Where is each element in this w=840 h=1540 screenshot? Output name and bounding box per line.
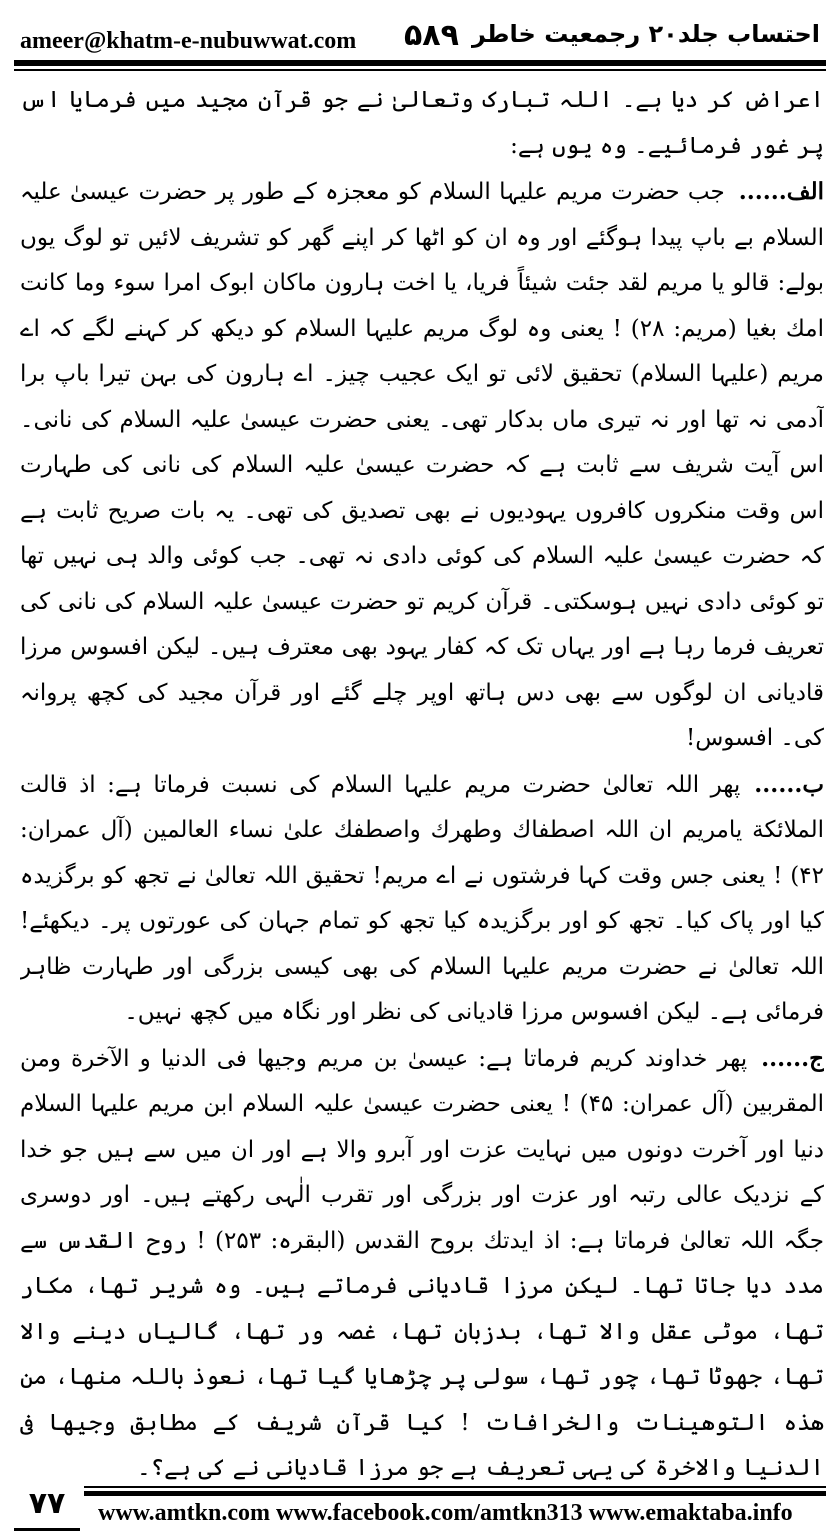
paragraph-alif <box>20 169 824 762</box>
paragraph-text: پھر اللہ تعالیٰ حضرت مریم علیہا السلام کی نسبت فرماتا ہے: اذ قالت الملائکة یامریم ان اللہ اصطفاك وطهرك واصطفك علیٰ نساء العالمین (آل عمران: ۴۲) ! یعنی جس وقت کہا فرشتوں نے اے مریم! تحقیق اللہ تعالیٰ نے تجھ کو برگزیدہ کیا اور پاک کیا۔ تجھ کو اور برگزیدہ کیا تجھ کو تمام جہان کی عورتوں پر۔ دیکھئے! اللہ تعالیٰ نے حضرت مریم علیہا السلام کی بھی کیسی بزرگی اور طہارت ظاہر فرمائی ہے۔ لیکن افسوس مرزا قادیانی کی نظر اور نگاہ میں کچھ نہیں۔ <box>20 771 824 1025</box>
footer-links: www.amtkn.com www.facebook.com/amtkn313 www.emaktaba.info <box>98 1500 793 1526</box>
footer-rule-thin <box>84 1486 826 1488</box>
paragraph-jeem <box>20 1036 824 1481</box>
header-rule-thin <box>14 69 826 71</box>
paragraph-marker: ج...... <box>761 1044 824 1072</box>
paragraph-text: جب حضرت مریم علیہا السلام کو معجزہ کے طور پر حضرت عیسیٰ علیہ السلام بے باپ پیدا ہوگئے اور وہ ان کو اٹھا کر اپنے گھر کو تشریف لائیں تو لوگ یوں بولے: قالو یا مریم لقد جئت شیئاً فریا، یا اخت ہارون ماکان ابوک امرا سوء وما کانت امك بغیا (مریم: ۲۸) ! یعنی وہ لوگ مریم علیہا السلام کو دیکھ کر کہنے لگے کہ اے مریم (علیہا السلام) تحقیق لائی تو ایک عجیب چیز۔ اے ہارون کی بہن تیرا باپ برا آدمی نہ تھا اور نہ تیری ماں بدکار تھی۔ یعنی حضرت عیسیٰ علیہ السلام کی نانی۔ اس آیت شریف سے ثابت ہے کہ حضرت عیسیٰ علیہ السلام کی نانی کی طہارت اس وقت منکروں کافروں یہودیوں نے بھی تصدیق کی تھی۔ یہ بات صریح ثابت ہے کہ حضرت عیسیٰ علیہ السلام کی کوئی دادی نہ تھی۔ جب کوئی والد ہی نہیں تھا تو کوئی دادی نہیں ہوسکتی۔ قرآن کریم تو حضرت عیسیٰ علیہ السلام کی نانی کی تعریف فرما رہا ہے اور یہاں تک کہ کفار یہود بھی معترف ہیں۔ لیکن افسوس مرزا قادیانی ان لوگوں سے بھی دس ہاتھ اوپر چلے گئے اور قرآن مجید کی کچھ پروانہ کی۔ افسوس! <box>20 179 824 751</box>
footer-page-label: ۷۷ <box>14 1486 80 1531</box>
footer-rule-thick <box>84 1491 826 1496</box>
paragraph-be <box>20 762 824 1036</box>
page-header <box>14 6 826 62</box>
paragraph-marker: الف...... <box>738 178 824 205</box>
page-footer <box>14 1486 826 1536</box>
paragraph-text: پھر خداوند کریم فرماتا ہے: عیسیٰ بن مریم وجیھا فی الدنیا و الآخرة ومن المقربین (آل عمران: ۴۵) ! یعنی حضرت عیسیٰ علیہ السلام ابن مریم علیہا السلام دنیا اور آخرت دونوں میں نہایت عزت اور آبرو والا ہے اور ان میں سے ہیں جو خدا کے نزدیک عالی رتبہ اور عزت اور بزرگی اور تقرب الٰہی رکھتے ہیں۔ اور دوسری جگہ اللہ تعالیٰ فرماتا ہے: اذ ایدتك بروح القدس (البقرہ: ۲۵۳) ! روح القدس سے مدد دیا جاتا تھا۔ لیکن مرزا قادیانی فرماتے ہیں۔ وہ شریر تھا، مکار تھا، موٹی عقل والا تھا، بدزبان تھا، غصہ ور تھا، گالیاں دینے والا تھا، جھوٹا تھا، چور تھا، سولی پر چڑھایا گیا تھا، نعوذ باللہ منھا، من ھذہ التوھینات والخرافات ! کیا قرآن شریف کے مطابق وجیھا فی الدنیا والاخرة کی یہی تعریف ہے جو مرزا قادیانی نے کی ہے؟۔ <box>20 1045 824 1480</box>
header-book-title: احتساب جلد۲۰ رجمعیت خاطر <box>472 20 820 48</box>
body-text <box>20 78 824 1480</box>
paragraph-intro <box>20 78 824 169</box>
header-email: ameer@khatm-e-nubuwwat.com <box>20 28 357 54</box>
paragraph-marker: ب...... <box>754 770 824 798</box>
header-rule-thick <box>14 60 826 66</box>
paragraph-text: اعراض کر دیا ہے۔ اللہ تبارک وتعالیٰ نے جو قرآن مجید میں فرمایا اس پر غور فرمائیے۔ وہ یوں ہے: <box>20 87 824 159</box>
header-page-number: ۵۸۹ <box>404 18 459 53</box>
